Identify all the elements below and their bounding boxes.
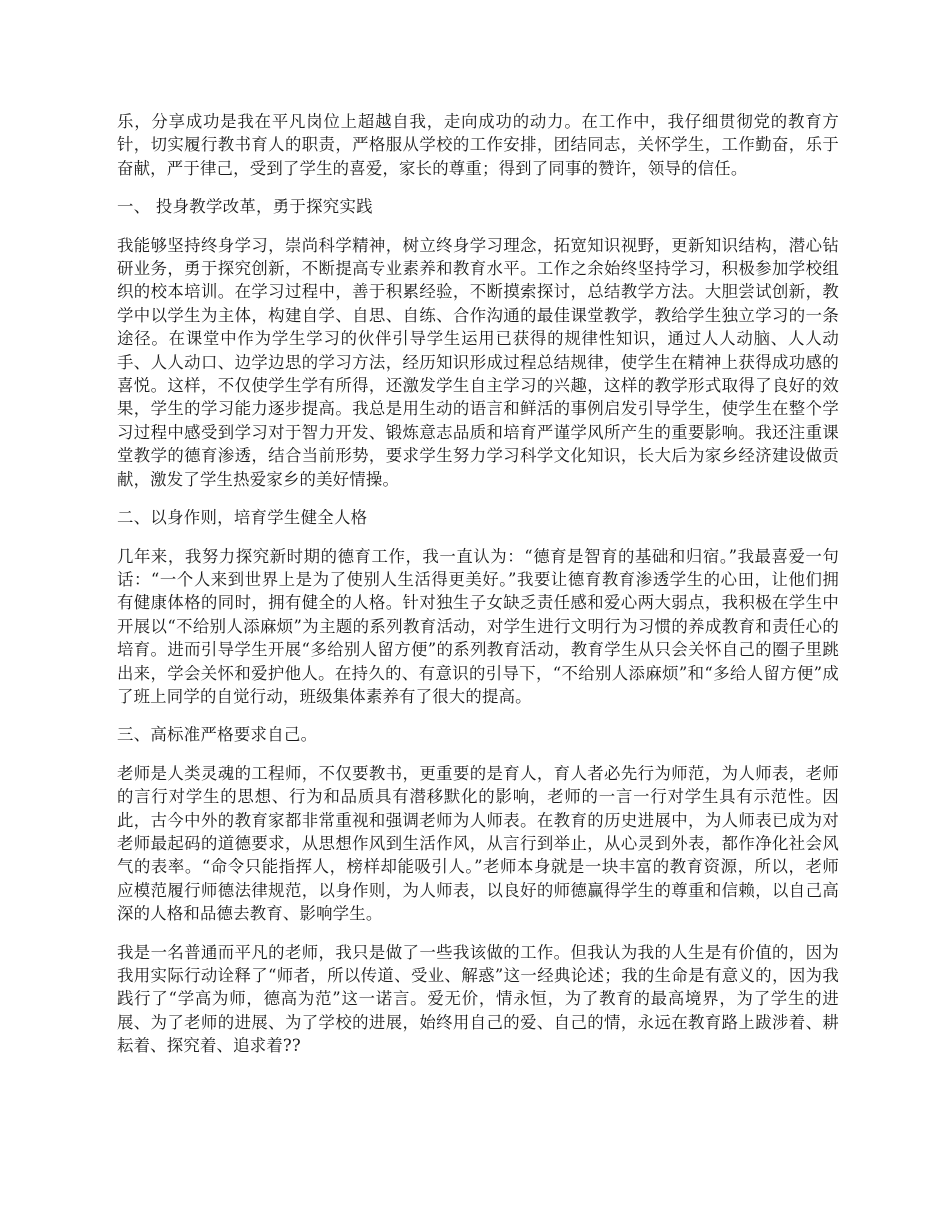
paragraph-intro: 乐，分享成功是我在平凡岗位上超越自我，走向成功的动力。在工作中，我仔细贯彻党的教育方针，切实履行教书育人的职责，严格服从学校的工作安排，团结同志，关怀学生，工作勤奋，乐于奋献，严于律己，受到了学生的喜爱，家长的尊重；得到了同事的赞许，领导的信任。 <box>117 112 839 178</box>
section-heading-1: 一、 投身教学改革，勇于探究实践 <box>117 197 373 217</box>
section-heading-2: 二、以身作则，培育学生健全人格 <box>117 508 368 528</box>
paragraph-moral-education: 几年来，我努力探究新时期的德育工作，我一直认为：“德育是智育的基础和归宿。”我最喜爱一句话：“一个人来到世界上是为了使别人生活得更美好。”我要让德育教育渗透学生的心田，让他们拥有健康体格的同时，拥有健全的人格。针对独生子女缺乏责任感和爱心两大弱点，我积极在学生中开展以“不给别人添麻烦”为主题的系列教育活动，对学生进行文明行为习惯的养成教育和责任心的培育。进而引导学生开展“多给别人留方便”的系列教育活动，教育学生从只会关怀自己的圈子里跳出来，学会关怀和爱护他人。在持久的、有意识的引导下，“不给别人添麻烦”和“多给人留方便”成了班上同学的自觉行动，班级集体素养有了很大的提高。 <box>117 546 839 706</box>
paragraph-conclusion: 我是一名普通而平凡的老师，我只是做了一些我该做的工作。但我认为我的人生是有价值的，因为我用实际行动诠释了“师者，所以传道、受业、解惑”这一经典论述；我的生命是有意义的，因为我践行了“学高为师，德高为范”这一诺言。爱无价，情永恒，为了教育的最高境界，为了学生的进展、为了老师的进展、为了学校的进展，始终用自己的爱、自己的情，永远在教育路上跋涉着、耕耘着、探究着、追求着?? <box>117 942 839 1056</box>
paragraph-teacher-role: 老师是人类灵魂的工程师，不仅要教书，更重要的是育人，育人者必先行为师范，为人师表，老师的言行对学生的思想、行为和品质具有潜移默化的影响，老师的一言一行对学生具有示范性。因此，古今中外的教育家都非常重视和强调老师为人师表。在教育的历史进展中，为人师表已成为对老师最起码的道德要求，从思想作风到生活作风，从言行到举止，从心灵到外表，都作净化社会风气的表率。“命令只能指挥人，榜样却能吸引人。”老师本身就是一块丰富的教育资源，所以，老师应模范履行师德法律规范，以身作则，为人师表，以良好的师德赢得学生的尊重和信赖，以自己高深的人格和品德去教育、影响学生。 <box>117 763 839 924</box>
document-body <box>117 110 839 1073</box>
paragraph-teaching-reform: 我能够坚持终身学习，崇尚科学精神，树立终身学习理念，拓宽知识视野，更新知识结构，潜心钻研业务，勇于探究创新，不断提高专业素养和教育水平。工作之余始终坚持学习，积极参加学校组织的校本培训。在学习过程中，善于积累经验，不断摸索探讨，总结教学方法。大胆尝试创新，教学中以学生为主体，构建自学、自思、自练、合作沟通的最佳课堂教学，教给学生独立学习的一条途径。在课堂中作为学生学习的伙伴引导学生运用已获得的规律性知识，通过人人动脑、人人动手、人人动口、边学边思的学习方法，经历知识形成过程总结规律，使学生在精神上获得成功感的喜悦。这样，不仅使学生学有所得，还激发学生自主学习的兴趣，这样的教学形式取得了良好的效果，学生的学习能力逐步提高。我总是用生动的语言和鲜活的事例启发引导学生，使学生在整个学习过程中感受到学习对于智力开发、锻炼意志品质和培育严谨学风所产生的重要影响。我还注重课堂教学的德育渗透，结合当前形势，要求学生努力学习科学文化知识，长大后为家乡经济建设做贡献，激发了学生热爱家乡的美好情操。 <box>117 235 839 489</box>
section-heading-3: 三、高标准严格要求自己。 <box>117 725 318 745</box>
